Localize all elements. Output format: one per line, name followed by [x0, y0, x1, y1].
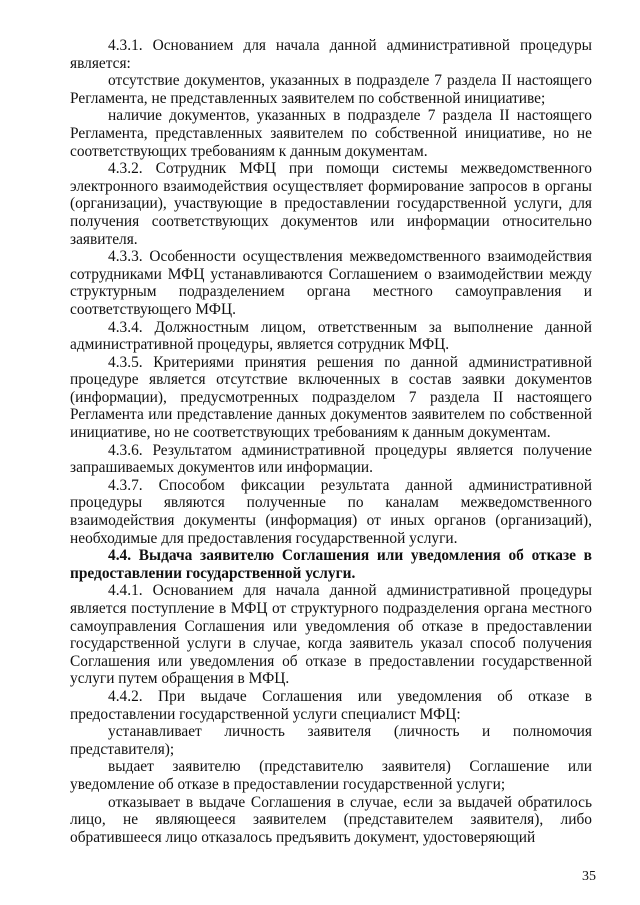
document-body: [70, 37, 592, 846]
paragraph: 4.4.1. Основанием для начала данной административной процедуры является поступление в МФЦ от структурного подразделения органа местного самоуправления Соглашения или уведомления об отказе в предоставлении государственной услуги в случае, когда заявитель указал способ получения Соглашения или уведомления об отказе в предоставлении государственной услуги путем обращения в МФЦ.: [70, 582, 592, 688]
page-number: 35: [582, 869, 596, 884]
paragraph: 4.3.6. Результатом административной процедуры является получение запрашиваемых документов или информации.: [70, 441, 592, 477]
paragraph: 4.4.2. При выдаче Соглашения или уведомления об отказе в предоставлении государственной услуги специалист МФЦ:: [70, 687, 592, 723]
paragraph: отказывает в выдаче Соглашения в случае, если за выдачей обратилось лицо, не являющееся заявителем (представителем заявителя), либо обратившееся лицо отказалось предъявить документ, удостоверяющий: [70, 793, 592, 846]
paragraph: 4.3.2. Сотрудник МФЦ при помощи системы межведомственного электронного взаимодействия осуществляет формирование запросов в органы (организации), участвующие в предоставлении государственной услуги, для получения соответствующих документов или информации относительно заявителя.: [70, 160, 592, 248]
paragraph: 4.3.7. Способом фиксации результата данной административной процедуры являются полученные по каналам межведомственного взаимодействия документы (информация) от иных органов (организаций), необходимые для предоставления государственной услуги.: [70, 476, 592, 547]
paragraph: 4.3.3. Особенности осуществления межведомственного взаимодействия сотрудниками МФЦ устанавливаются Соглашением о взаимодействии между структурным подразделением органа местного самоуправления и соответствующего МФЦ.: [70, 248, 592, 318]
paragraph: 4.3.1. Основанием для начала данной административной процедуры является:: [70, 37, 592, 72]
paragraph: 4.3.4. Должностным лицом, ответственным за выполнение данной административной процедуры, является сотрудник МФЦ.: [70, 318, 592, 354]
paragraph: отсутствие документов, указанных в подразделе 7 раздела II настоящего Регламента, не представленных заявителем по собственной инициативе;: [70, 72, 592, 107]
section-heading: 4.4. Выдача заявителю Соглашения или уведомления об отказе в предоставлении государственной услуги.: [70, 547, 592, 582]
paragraph: наличие документов, указанных в подразделе 7 раздела II настоящего Регламента, представленных заявителем по собственной инициативе, но не соответствующих требованиям к данным документам.: [70, 107, 592, 160]
paragraph: 4.3.5. Критериями принятия решения по данной административной процедуре является отсутствие включенных в состав заявки документов (информации), предусмотренных подразделом 7 раздела II настоящего Регламента или представление данных документов заявителем по собственной инициативе, но не соответствующих требованиям к данным документам.: [70, 353, 592, 442]
paragraph: выдает заявителю (представителю заявителя) Соглашение или уведомление об отказе в предоставлении государственной услуги;: [70, 758, 592, 793]
paragraph: устанавливает личность заявителя (личность и полномочия представителя);: [70, 723, 592, 758]
